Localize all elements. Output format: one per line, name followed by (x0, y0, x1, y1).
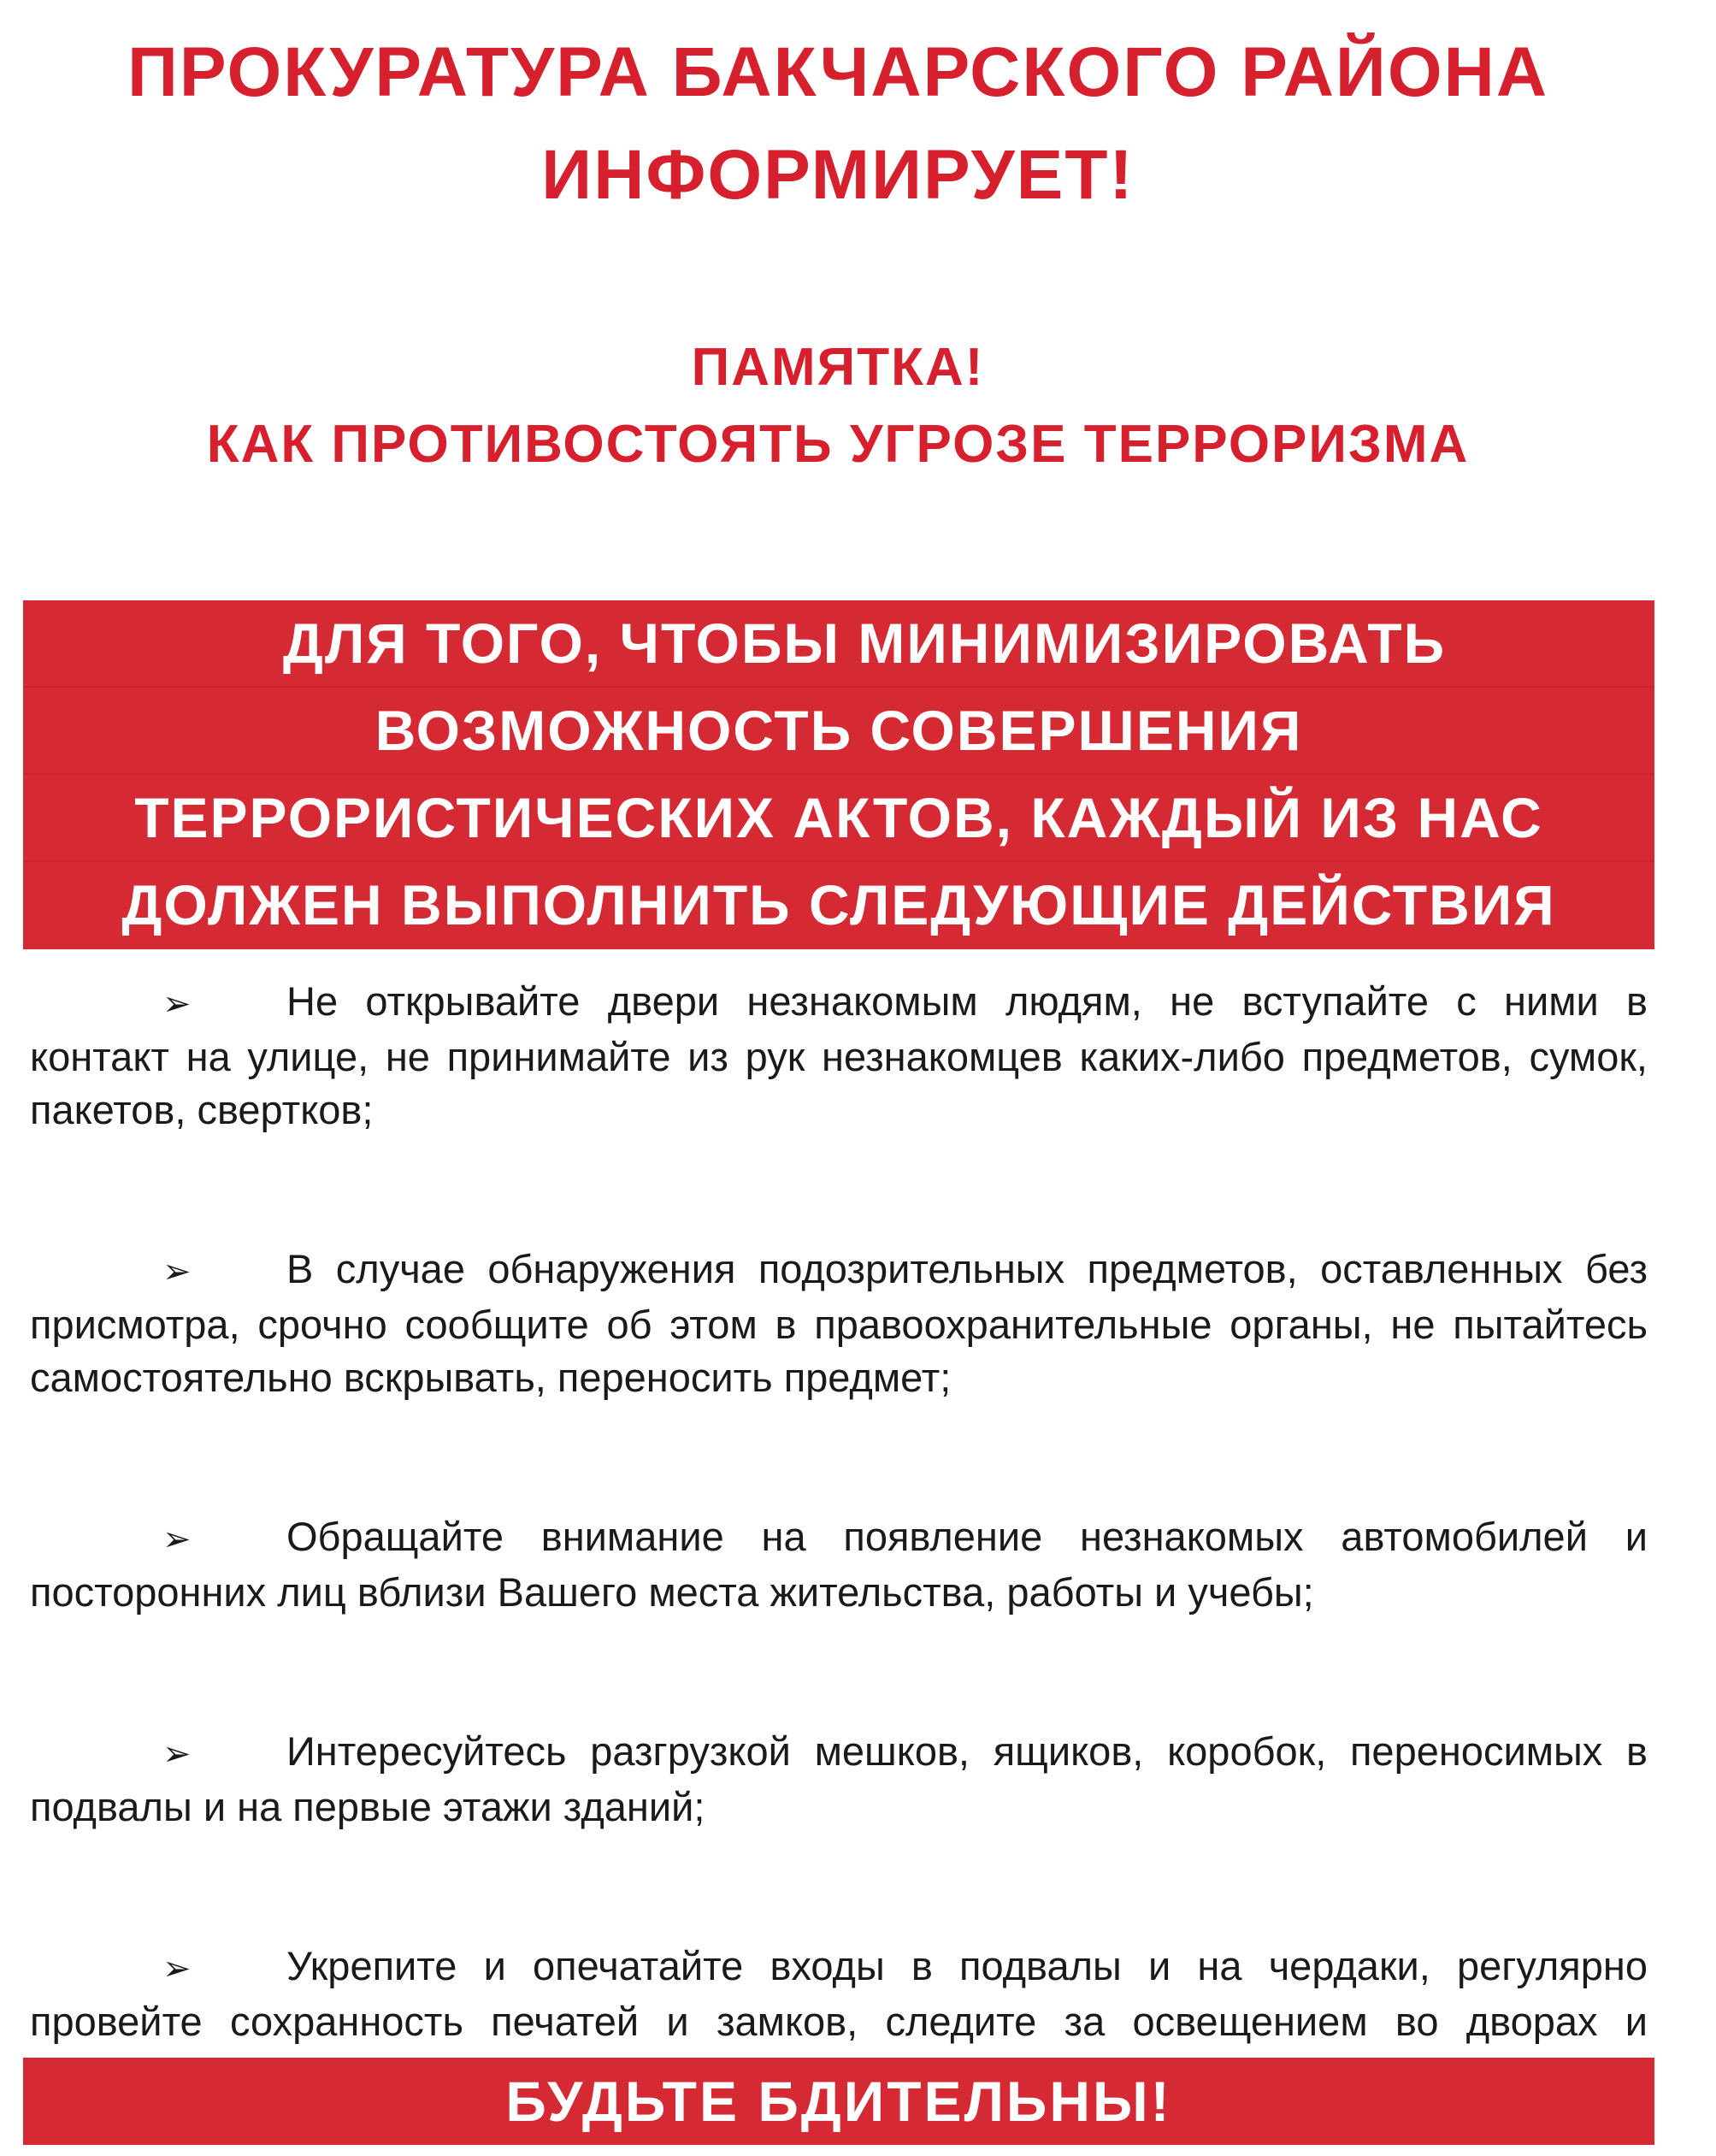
header-title-line1: ПРОКУРАТУРА БАКЧАРСКОГО РАЙОНА (127, 33, 1549, 111)
arrow-bullet-icon: ➢ (162, 985, 192, 1023)
instruction-banner (23, 600, 1654, 949)
list-item-text: Обращайте внимание на появление незнакомых автомобилей и посторонних лиц вблизи Вашего места жительства, работы и учебы; (30, 1514, 1648, 1615)
footer-banner: БУДЬТЕ БДИТЕЛЬНЫ! (23, 2058, 1654, 2145)
banner-line-2: ВОЗМОЖНОСТЬ СОВЕРШЕНИЯ (374, 699, 1303, 762)
list-item-text: В случае обнаружения подозрительных предметов, оставленных без присмотра, срочно сообщите об этом в правоохранительные органы, не пытайтесь самостоятельно вскрывать, переносить предмет; (30, 1246, 1648, 1400)
banner-line-1: ДЛЯ ТОГО, ЧТОБЫ МИНИМИЗИРОВАТЬ (282, 611, 1447, 675)
list-item-text: Укрепите и опечатайте входы в подвалы и на чердаки, регулярно провейте сохранность печатей и замков, следите за освещением во дворах и (30, 1943, 1648, 2044)
list-item (30, 1725, 1648, 1834)
list-item-text: Не открывайте двери незнакомым людям, не вступайте с ними в контакт на улице, не принимайте из рук незнакомцев каких-либо предметов, сумок, пакетов, свертков; (30, 978, 1648, 1132)
arrow-bullet-icon: ➢ (162, 1253, 192, 1291)
arrow-bullet-icon: ➢ (162, 1735, 192, 1773)
arrow-bullet-icon: ➢ (162, 1950, 192, 1988)
banner-line-4: ДОЛЖЕН ВЫПОЛНИТЬ СЛЕДУЮЩИЕ ДЕЙСТВИЯ (121, 873, 1556, 936)
list-item (30, 1243, 1648, 1404)
arrow-bullet-icon: ➢ (162, 1521, 192, 1558)
list-item (30, 1510, 1648, 1619)
list-item (30, 975, 1648, 1137)
header-title-line2: ИНФОРМИРУЕТ! (541, 136, 1135, 214)
list-item-text: Интересуйтесь разгрузкой мешков, ящиков, коробок, переносимых в подвалы и на первые этажи зданий; (30, 1728, 1648, 1829)
banner-line-3: ТЕРРОРИСТИЧЕСКИХ АКТОВ, КАЖДЫЙ ИЗ НАС (134, 786, 1543, 849)
memo-title: ПАМЯТКА! (691, 338, 985, 397)
memo-subtitle: КАК ПРОТИВОСТОЯТЬ УГРОЗЕ ТЕРРОРИЗМА (206, 415, 1470, 474)
advice-list (30, 975, 1648, 2101)
